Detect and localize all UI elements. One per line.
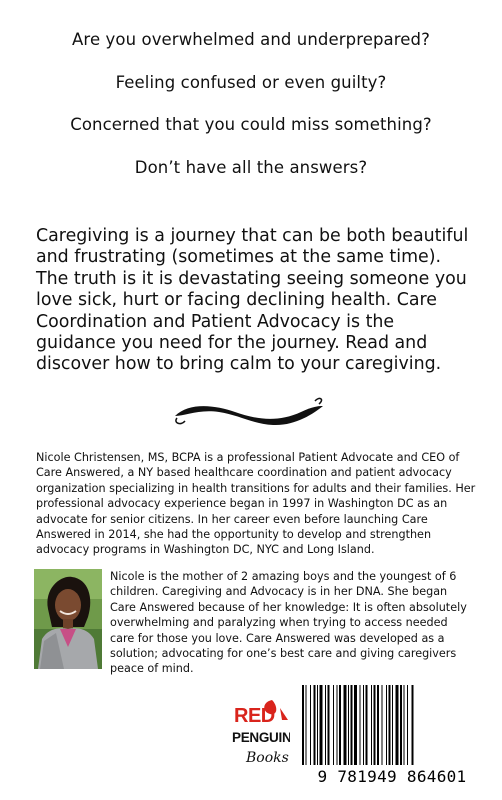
- publisher-logo: [232, 698, 290, 772]
- question-2: Feeling confused or even guilty?: [115, 72, 387, 92]
- question-3: Concerned that you could miss something?: [70, 115, 432, 134]
- barcode-bar: [360, 685, 361, 765]
- barcode-bar: [348, 685, 349, 765]
- question-1: Are you overwhelmed and underprepared?: [72, 30, 430, 49]
- barcode-bar: [302, 685, 304, 765]
- barcode-bar: [333, 685, 334, 765]
- barcode-bar: [344, 685, 347, 765]
- barcode-bar: [404, 685, 405, 765]
- barcode-bar: [306, 685, 307, 765]
- barcode-bar: [314, 685, 316, 765]
- isbn-number: 9 781949 864601: [317, 767, 467, 786]
- barcode-bar: [382, 685, 383, 765]
- barcode-bar: [377, 685, 379, 765]
- barcode-bar: [351, 685, 353, 765]
- barcode-bar: [396, 685, 399, 765]
- flourish-divider-icon: [169, 396, 327, 430]
- author-bio-continued: Nicole is the mother of 2 amazing boys and the youngest of 6 children. Caregiving and Advocacy is in her DNA. She began Care Answered because of her knowledge: It is often absolutely overwhelming and paralyzing when trying to access needed care for those you love. Care Answered was developed as a solution; advocating for one’s best care and giving caregivers peace of mind.: [110, 570, 467, 676]
- barcode-bar: [337, 685, 338, 765]
- barcode-bar: [412, 685, 414, 765]
- barcode-bar: [374, 685, 376, 765]
- author-photo: [34, 569, 102, 669]
- svg-text:RED: RED: [234, 705, 275, 727]
- barcode-bar: [386, 685, 387, 765]
- barcode-bar: [328, 685, 330, 765]
- question-4: Don’t have all the answers?: [134, 157, 368, 177]
- svg-text:Books: Books: [246, 750, 289, 766]
- barcode-bar: [354, 685, 357, 765]
- intro-paragraph: Caregiving is a journey that can be both beautiful and frustrating (sometimes at the same time). The truth is it is devastating seeing someone you love sick, hurt or facing declining health. Care Coordination and Patient Advocacy is the guidance you need for the journey. Read and discover how to bring calm to your caregiving.: [36, 226, 469, 375]
- svg-text:PENGUIN: PENGUIN: [232, 730, 290, 745]
- barcode-bar: [325, 685, 326, 765]
- barcode-bar: [317, 685, 318, 765]
- author-bio: Nicole Christensen, MS, BCPA is a professional Patient Advocate and CEO of Care Answered, a NY based healthcare coordination and patient advocacy organization specializing in health transitions for adults and their families. Her professional advocacy experience began in 1997 in Washington DC as an advocate for senior citizens. In her career even before launching Care Answered in 2014, she had the opportunity to develop and strengthen advocacy programs in Washington DC, NYC and Long Island.: [36, 451, 476, 557]
- barcode-bar: [339, 685, 341, 765]
- barcode-bar: [363, 685, 364, 765]
- barcode-bar: [366, 685, 368, 765]
- barcode-bar: [320, 685, 323, 765]
- barcode-bar: [389, 685, 391, 765]
- barcode-bar: [371, 685, 372, 765]
- barcode-bar: [407, 685, 408, 765]
- question-list: [0, 30, 502, 200]
- barcode-bar: [310, 685, 311, 765]
- barcode-bar: [392, 685, 393, 765]
- barcode-bar: [400, 685, 402, 765]
